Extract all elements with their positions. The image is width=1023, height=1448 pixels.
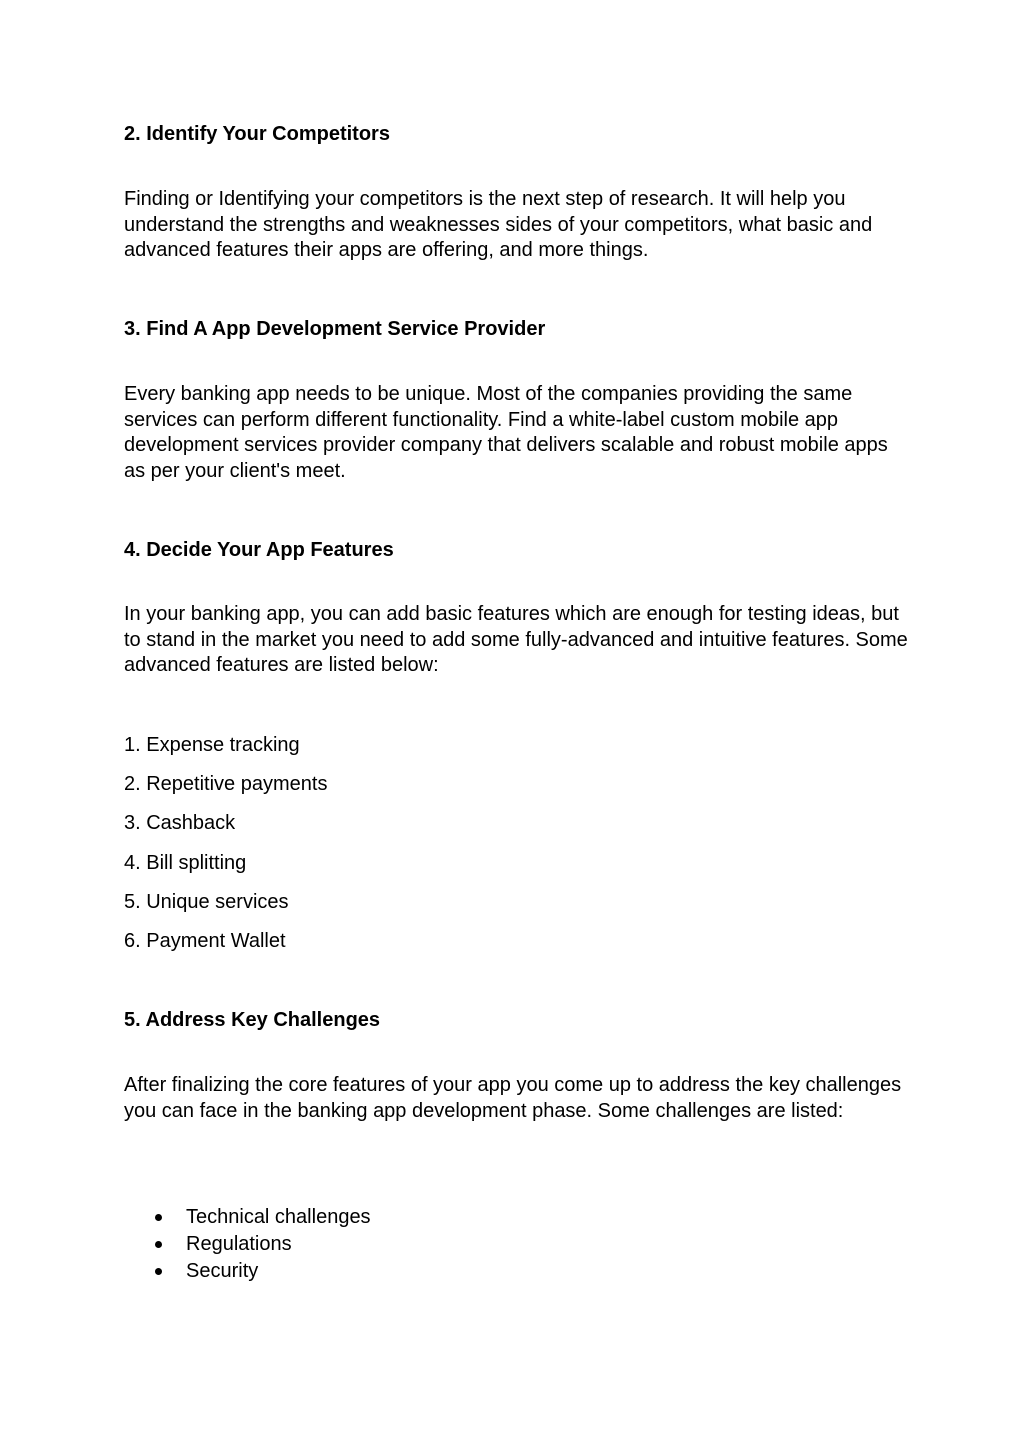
bullet-icon xyxy=(155,1268,162,1275)
list-item: 5. Unique services xyxy=(124,891,289,913)
section-paragraph-key-challenges: After finalizing the core features of your app you come up to address the key challenges you can face in the banking app development phase. Some challenges are listed: xyxy=(124,1074,902,1122)
list-item: 6. Payment Wallet xyxy=(124,930,286,952)
list-item: 3. Cashback xyxy=(124,812,236,834)
list-item: 2. Repetitive payments xyxy=(124,773,328,795)
bullet-text: Technical challenges xyxy=(186,1206,371,1228)
section-heading-competitors: 2. Identify Your Competitors xyxy=(124,123,390,145)
section-paragraph-competitors: Finding or Identifying your competitors is the next step of research. It will help you understand the strengths and weaknesses sides of your competitors, what basic and advanced features their apps are offering, and more things. xyxy=(124,188,873,261)
bullet-text: Security xyxy=(186,1260,259,1282)
section-heading-key-challenges: 5. Address Key Challenges xyxy=(124,1009,381,1031)
list-item: 4. Bill splitting xyxy=(124,852,247,874)
section-heading-service-provider: 3. Find A App Development Service Provider xyxy=(124,318,546,340)
bullet-icon xyxy=(155,1214,162,1221)
section-paragraph-app-features: In your banking app, you can add basic features which are enough for testing ideas, but to stand in the market you need to add some fully-advanced and intuitive features. Some advanced features are listed below: xyxy=(124,603,908,676)
section-heading-app-features: 4. Decide Your App Features xyxy=(124,539,394,561)
list-item: 1. Expense tracking xyxy=(124,734,300,756)
section-paragraph-service-provider: Every banking app needs to be unique. Most of the companies providing the same services can perform different functionality. Find a white-label custom mobile app development services provider company that delivers scalable and robust mobile apps as per your client's meet. xyxy=(124,383,888,482)
bullet-icon xyxy=(155,1241,162,1248)
bullet-text: Regulations xyxy=(186,1233,292,1255)
